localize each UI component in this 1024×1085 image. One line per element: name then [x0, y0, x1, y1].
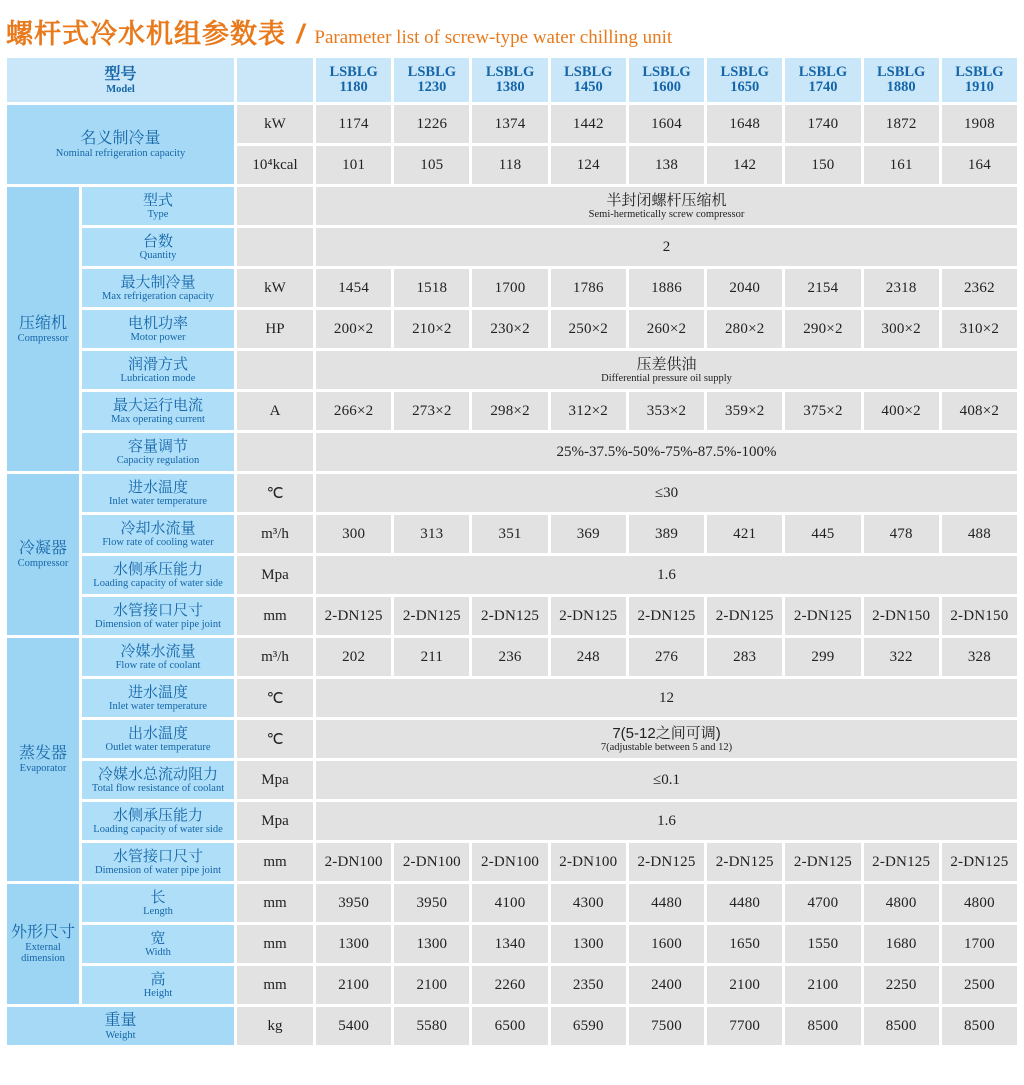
model-cell: LSBLG 1450: [551, 58, 626, 102]
unit-cell-empty: [237, 351, 313, 389]
unit-cell: m³/h: [237, 515, 313, 553]
page-title: [0, 0, 1024, 55]
value-cell: 202: [316, 638, 391, 676]
row-max-current: [7, 392, 1017, 430]
row-label-water-side-pressure: 水侧承压能力 Loading capacity of water side: [82, 556, 234, 594]
row-cooling-flow: [7, 515, 1017, 553]
value-cell: 3950: [394, 884, 469, 922]
value-cell: 1700: [472, 269, 547, 307]
value-cell: 2-DN125: [864, 843, 939, 881]
value-cell: 266×2: [316, 392, 391, 430]
unit-cell: ℃: [237, 720, 313, 758]
group-cell-evaporator: 蒸发器 Evaporator: [7, 638, 79, 881]
row-evaporator-pressure: [7, 802, 1017, 840]
value-cell: 105: [394, 146, 469, 184]
span-value-cell: 1.6: [316, 802, 1017, 840]
row-nominal-kw: [7, 105, 1017, 143]
value-cell: 4800: [864, 884, 939, 922]
value-cell: 1604: [629, 105, 704, 143]
value-cell: 161: [864, 146, 939, 184]
value-cell: 2-DN125: [472, 597, 547, 635]
unit-cell-empty: [237, 433, 313, 471]
value-cell: 164: [942, 146, 1017, 184]
unit-cell: Mpa: [237, 556, 313, 594]
value-cell: 2-DN125: [942, 843, 1017, 881]
span-value-cell: 7(5-12之间可调) 7(adjustable between 5 and 12): [316, 720, 1017, 758]
model-cell: LSBLG 1740: [785, 58, 860, 102]
unit-cell: mm: [237, 884, 313, 922]
value-cell: 389: [629, 515, 704, 553]
value-cell: 276: [629, 638, 704, 676]
value-cell: 1700: [942, 925, 1017, 963]
row-label-quantity: 台数 Quantity: [82, 228, 234, 266]
row-condenser-pressure: [7, 556, 1017, 594]
value-cell: 1648: [707, 105, 782, 143]
row-weight: [7, 1007, 1017, 1045]
value-cell: 2-DN100: [316, 843, 391, 881]
value-cell: 2500: [942, 966, 1017, 1004]
value-cell: 1908: [942, 105, 1017, 143]
value-cell: 322: [864, 638, 939, 676]
row-lubrication: [7, 351, 1017, 389]
model-header-zh: 型号: [104, 65, 137, 83]
value-cell: 488: [942, 515, 1017, 553]
row-label-motor-power: 电机功率 Motor power: [82, 310, 234, 348]
row-label-lubrication: 润滑方式 Lubrication mode: [82, 351, 234, 389]
row-label-inlet-temp: 进水温度 Inlet water temperature: [82, 679, 234, 717]
value-cell: 2-DN100: [472, 843, 547, 881]
model-header-en: Model: [106, 83, 135, 95]
unit-cell: mm: [237, 925, 313, 963]
row-label-capacity-regulation: 容量调节 Capacity regulation: [82, 433, 234, 471]
value-cell: 2400: [629, 966, 704, 1004]
row-label-inlet-temp: 进水温度 Inlet water temperature: [82, 474, 234, 512]
value-cell: 2-DN125: [316, 597, 391, 635]
span-value-cell: 25%-37.5%-50%-75%-87.5%-100%: [316, 433, 1017, 471]
unit-cell-empty: [237, 228, 313, 266]
row-compressor-quantity: [7, 228, 1017, 266]
unit-cell: ℃: [237, 474, 313, 512]
value-cell: 2-DN125: [629, 597, 704, 635]
group-cell-condenser: 冷凝器 Compressor: [7, 474, 79, 635]
span-value-cell: 半封闭螺杆压缩机 Semi-hermetically screw compressor: [316, 187, 1017, 225]
row-label-max-current: 最大运行电流 Max operating current: [82, 392, 234, 430]
value-cell: 7700: [707, 1007, 782, 1045]
value-cell: 1300: [316, 925, 391, 963]
value-cell: 1174: [316, 105, 391, 143]
value-cell: 299: [785, 638, 860, 676]
row-height: [7, 966, 1017, 1004]
value-cell: 260×2: [629, 310, 704, 348]
parameters-table: [4, 55, 1020, 1048]
unit-cell-empty: [237, 187, 313, 225]
value-cell: 248: [551, 638, 626, 676]
model-cell: LSBLG 1600: [629, 58, 704, 102]
value-cell: 2-DN125: [551, 597, 626, 635]
value-cell: 6500: [472, 1007, 547, 1045]
value-cell: 1886: [629, 269, 704, 307]
row-label-length: 长 Length: [82, 884, 234, 922]
value-cell: 2-DN125: [394, 597, 469, 635]
value-cell: 2100: [316, 966, 391, 1004]
row-condenser-inlet-temp: [7, 474, 1017, 512]
value-cell: 2-DN150: [942, 597, 1017, 635]
row-label-weight: 重量 Weight: [7, 1007, 234, 1045]
value-cell: 2-DN125: [629, 843, 704, 881]
value-cell: 150: [785, 146, 860, 184]
value-cell: 1650: [707, 925, 782, 963]
row-compressor-type: [7, 187, 1017, 225]
span-value-cell: ≤30: [316, 474, 1017, 512]
value-cell: 408×2: [942, 392, 1017, 430]
value-cell: 1600: [629, 925, 704, 963]
value-cell: 2154: [785, 269, 860, 307]
value-cell: 2-DN125: [707, 843, 782, 881]
value-cell: 236: [472, 638, 547, 676]
unit-cell: Mpa: [237, 761, 313, 799]
value-cell: 211: [394, 638, 469, 676]
value-cell: 2-DN100: [394, 843, 469, 881]
value-cell: 4100: [472, 884, 547, 922]
value-cell: 250×2: [551, 310, 626, 348]
value-cell: 1340: [472, 925, 547, 963]
value-cell: 8500: [864, 1007, 939, 1045]
value-cell: 142: [707, 146, 782, 184]
unit-cell: mm: [237, 843, 313, 881]
value-cell: 328: [942, 638, 1017, 676]
value-cell: 359×2: [707, 392, 782, 430]
value-cell: 2350: [551, 966, 626, 1004]
value-cell: 1300: [551, 925, 626, 963]
value-cell: 445: [785, 515, 860, 553]
value-cell: 1680: [864, 925, 939, 963]
value-cell: 2-DN125: [707, 597, 782, 635]
value-cell: 1550: [785, 925, 860, 963]
row-label-type: 型式 Type: [82, 187, 234, 225]
model-cell: LSBLG 1650: [707, 58, 782, 102]
value-cell: 124: [551, 146, 626, 184]
value-cell: 101: [316, 146, 391, 184]
row-evaporator-inlet-temp: [7, 679, 1017, 717]
value-cell: 400×2: [864, 392, 939, 430]
value-cell: 4700: [785, 884, 860, 922]
unit-cell: kW: [237, 105, 313, 143]
value-cell: 1300: [394, 925, 469, 963]
value-cell: 300: [316, 515, 391, 553]
row-label-height: 高 Height: [82, 966, 234, 1004]
span-value-cell: 12: [316, 679, 1017, 717]
value-cell: 2100: [707, 966, 782, 1004]
value-cell: 4480: [629, 884, 704, 922]
value-cell: 4480: [707, 884, 782, 922]
value-cell: 210×2: [394, 310, 469, 348]
row-label-nominal-capacity: 名义制冷量 Nominal refrigeration capacity: [7, 105, 234, 184]
row-evaporator-pipe: [7, 843, 1017, 881]
row-flow-resistance: [7, 761, 1017, 799]
value-cell: 375×2: [785, 392, 860, 430]
value-cell: 2100: [785, 966, 860, 1004]
table-header-row: [7, 58, 1017, 102]
value-cell: 5400: [316, 1007, 391, 1045]
row-width: [7, 925, 1017, 963]
unit-cell: Mpa: [237, 802, 313, 840]
value-cell: 2040: [707, 269, 782, 307]
unit-cell: kg: [237, 1007, 313, 1045]
value-cell: 1740: [785, 105, 860, 143]
value-cell: 298×2: [472, 392, 547, 430]
model-cell: LSBLG 1910: [942, 58, 1017, 102]
value-cell: 4800: [942, 884, 1017, 922]
value-cell: 280×2: [707, 310, 782, 348]
value-cell: 1226: [394, 105, 469, 143]
value-cell: 369: [551, 515, 626, 553]
row-label-max-capacity: 最大制冷量 Max refrigeration capacity: [82, 269, 234, 307]
row-label-outlet-temp: 出水温度 Outlet water temperature: [82, 720, 234, 758]
value-cell: 353×2: [629, 392, 704, 430]
value-cell: 8500: [785, 1007, 860, 1045]
value-cell: 7500: [629, 1007, 704, 1045]
row-label-cooling-flow: 冷却水流量 Flow rate of cooling water: [82, 515, 234, 553]
unit-cell: mm: [237, 966, 313, 1004]
row-label-pipe-joint: 水管接口尺寸 Dimension of water pipe joint: [82, 597, 234, 635]
value-cell: 2318: [864, 269, 939, 307]
value-cell: 138: [629, 146, 704, 184]
unit-cell: A: [237, 392, 313, 430]
unit-cell: kW: [237, 269, 313, 307]
row-label-flow-resistance: 冷媒水总流动阻力 Total flow resistance of coolant: [82, 761, 234, 799]
model-cell: LSBLG 1180: [316, 58, 391, 102]
row-length: [7, 884, 1017, 922]
value-cell: 1442: [551, 105, 626, 143]
value-cell: 312×2: [551, 392, 626, 430]
span-value-cell: 1.6: [316, 556, 1017, 594]
value-cell: 283: [707, 638, 782, 676]
page-title-zh: 螺杆式冷水机组参数表: [6, 19, 286, 49]
value-cell: 2250: [864, 966, 939, 1004]
value-cell: 313: [394, 515, 469, 553]
row-condenser-pipe: [7, 597, 1017, 635]
value-cell: 5580: [394, 1007, 469, 1045]
value-cell: 4300: [551, 884, 626, 922]
unit-cell: ℃: [237, 679, 313, 717]
span-value-cell: 压差供油 Differential pressure oil supply: [316, 351, 1017, 389]
row-label-pipe-joint: 水管接口尺寸 Dimension of water pipe joint: [82, 843, 234, 881]
value-cell: 290×2: [785, 310, 860, 348]
value-cell: 2-DN125: [785, 843, 860, 881]
value-cell: 1374: [472, 105, 547, 143]
model-cell: LSBLG 1880: [864, 58, 939, 102]
value-cell: 273×2: [394, 392, 469, 430]
value-cell: 230×2: [472, 310, 547, 348]
value-cell: 2362: [942, 269, 1017, 307]
row-coolant-flow: [7, 638, 1017, 676]
unit-cell: HP: [237, 310, 313, 348]
value-cell: 200×2: [316, 310, 391, 348]
value-cell: 6590: [551, 1007, 626, 1045]
unit-cell: mm: [237, 597, 313, 635]
row-label-coolant-flow: 冷媒水流量 Flow rate of coolant: [82, 638, 234, 676]
row-max-capacity: [7, 269, 1017, 307]
value-cell: 300×2: [864, 310, 939, 348]
span-value-cell: 2: [316, 228, 1017, 266]
value-cell: 3950: [316, 884, 391, 922]
row-label-width: 宽 Width: [82, 925, 234, 963]
model-header-cell: [7, 58, 234, 102]
value-cell: 478: [864, 515, 939, 553]
value-cell: 2-DN125: [785, 597, 860, 635]
value-cell: 1518: [394, 269, 469, 307]
unit-cell: m³/h: [237, 638, 313, 676]
value-cell: 2-DN150: [864, 597, 939, 635]
value-cell: 1872: [864, 105, 939, 143]
value-cell: 118: [472, 146, 547, 184]
value-cell: 1786: [551, 269, 626, 307]
value-cell: 310×2: [942, 310, 1017, 348]
page-title-separator: /: [296, 19, 304, 49]
group-cell-compressor: 压缩机 Compressor: [7, 187, 79, 471]
value-cell: 421: [707, 515, 782, 553]
unit-cell: 10⁴kcal: [237, 146, 313, 184]
row-capacity-regulation: [7, 433, 1017, 471]
value-cell: 8500: [942, 1007, 1017, 1045]
value-cell: 2100: [394, 966, 469, 1004]
model-cell: LSBLG 1380: [472, 58, 547, 102]
value-cell: 351: [472, 515, 547, 553]
value-cell: 2-DN100: [551, 843, 626, 881]
value-cell: 1454: [316, 269, 391, 307]
row-evaporator-outlet-temp: [7, 720, 1017, 758]
span-value-cell: ≤0.1: [316, 761, 1017, 799]
row-label-water-side-pressure: 水侧承压能力 Loading capacity of water side: [82, 802, 234, 840]
page-title-en: Parameter list of screw-type water chilling unit: [314, 27, 673, 48]
group-cell-dimension: 外形尺寸 External dimension: [7, 884, 79, 1004]
model-cell: LSBLG 1230: [394, 58, 469, 102]
header-unit-spacer-cell: [237, 58, 313, 102]
value-cell: 2260: [472, 966, 547, 1004]
row-motor-power: [7, 310, 1017, 348]
